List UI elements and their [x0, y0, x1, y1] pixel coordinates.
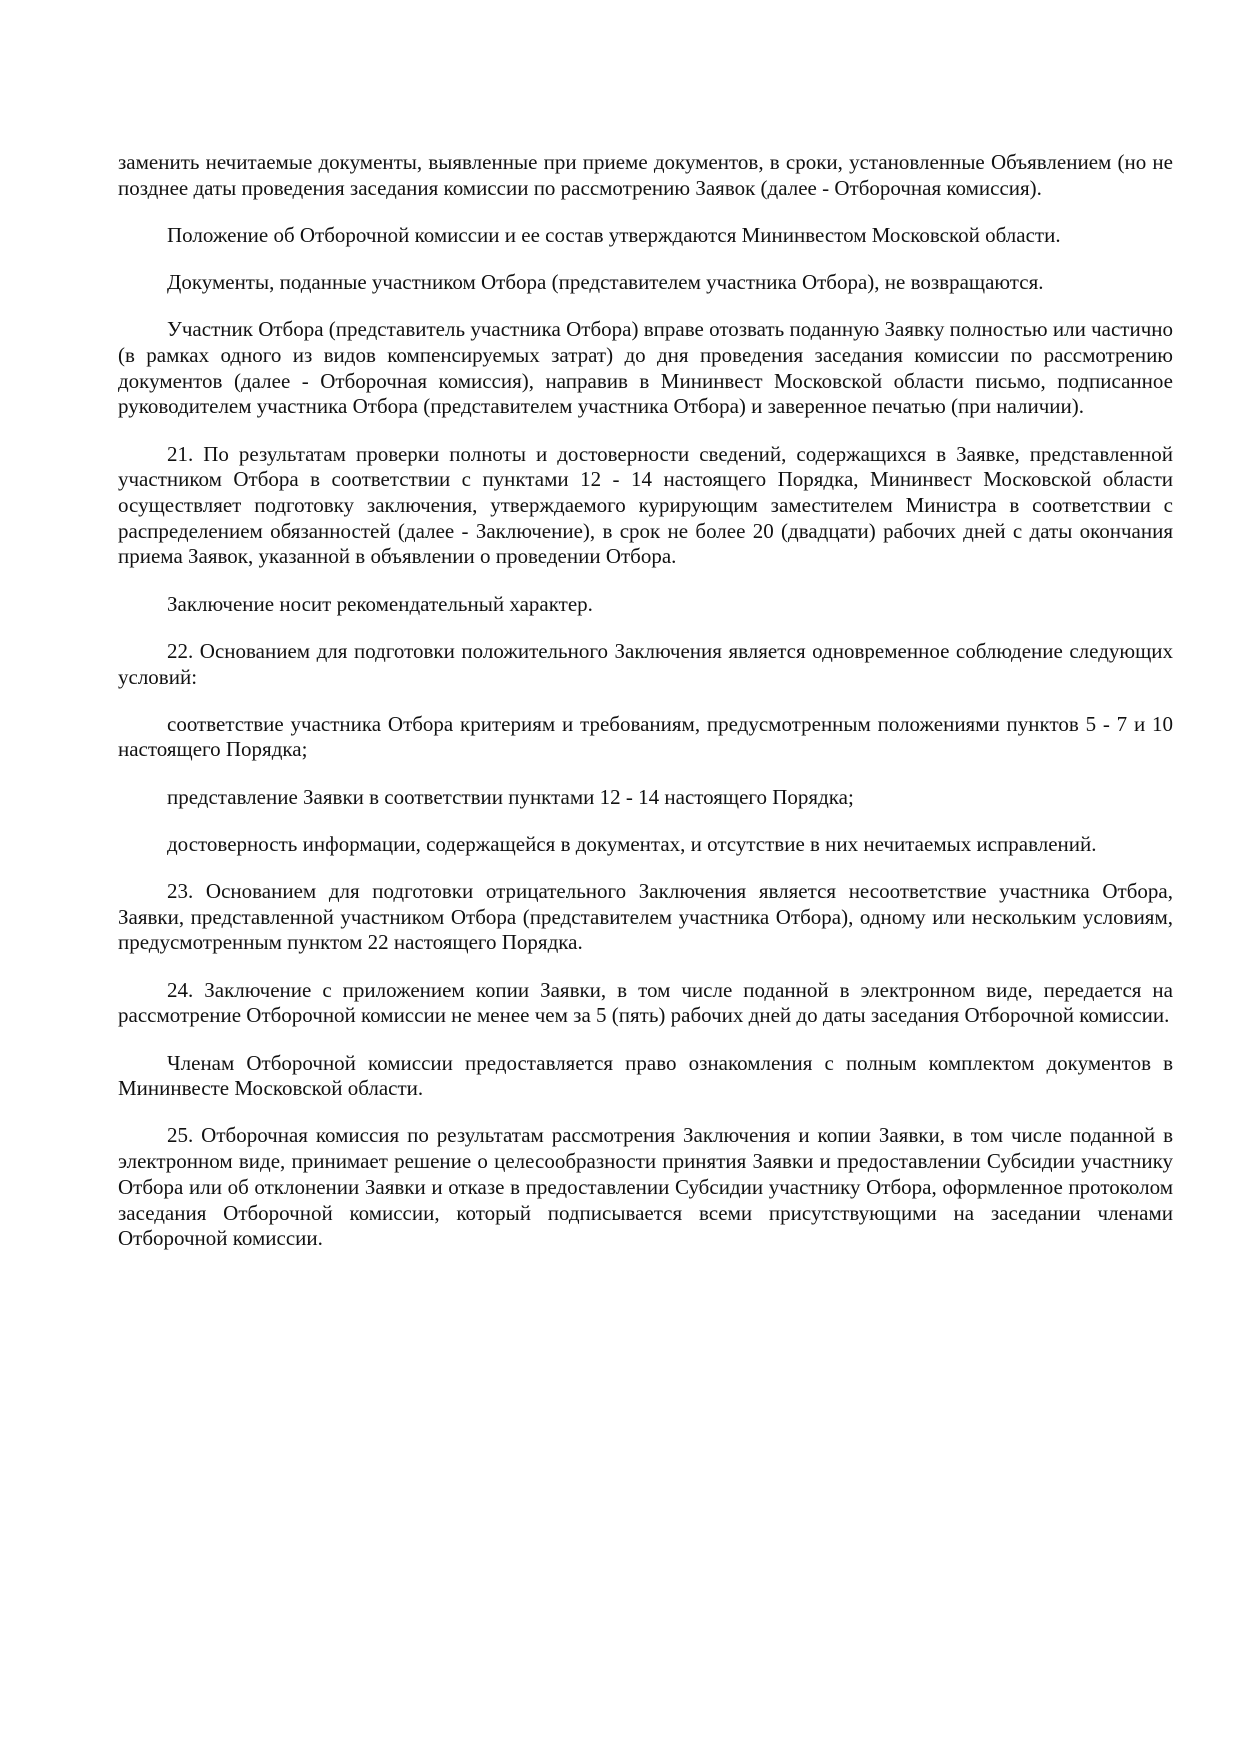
- paragraph: заменить нечитаемые документы, выявленные при приеме документов, в сроки, установленные Объявлением (но не позднее даты проведения заседания комиссии по рассмотрению Заявок (далее - Отборочная комиссия).: [118, 150, 1173, 200]
- paragraph: представление Заявки в соответствии пунктами 12 - 14 настоящего Порядка;: [167, 784, 854, 809]
- paragraph: Участник Отбора (представитель участника Отбора) вправе отозвать поданную Заявку полностью или частично (в рамках одного из видов компенсируемых затрат) до дня проведения заседания комиссии по рассмотрению документов (далее - Отборочная комиссия), направив в Мининвест Московской области письмо, подписанное руководителем участника Отбора (представителем участника Отбора) и заверенное печатью (при наличии).: [118, 317, 1173, 419]
- paragraph: Заключение носит рекомендательный характер.: [167, 591, 593, 616]
- paragraph: 24. Заключение с приложением копии Заявки, в том числе поданной в электронном виде, передается на рассмотрение Отборочной комиссии не менее чем за 5 (пять) рабочих дней до даты заседания Отборочной комиссии.: [118, 977, 1173, 1028]
- paragraph: Членам Отборочной комиссии предоставляется право ознакомления с полным комплектом документов в Мининвесте Московской области.: [118, 1050, 1173, 1101]
- paragraph: 23. Основанием для подготовки отрицательного Заключения является несоответствие участника Отбора, Заявки, представленной участником Отбора (представителем участника Отбора), одному или нескольким условиям, предусмотренным пунктом 22 настоящего Порядка.: [118, 879, 1173, 955]
- document-page: [118, 150, 1173, 1274]
- paragraph: соответствие участника Отбора критериям и требованиям, предусмотренным положениями пунктов 5 - 7 и 10 настоящего Порядка;: [118, 711, 1173, 762]
- paragraph: Положение об Отборочной комиссии и ее состав утверждаются Мининвестом Московской области.: [167, 222, 1061, 247]
- paragraph: Документы, поданные участником Отбора (представителем участника Отбора), не возвращаются.: [167, 270, 1044, 295]
- paragraph: достоверность информации, содержащейся в документах, и отсутствие в них нечитаемых исправлений.: [167, 831, 1097, 856]
- paragraph: 22. Основанием для подготовки положительного Заключения является одновременное соблюдение следующих условий:: [118, 638, 1173, 689]
- paragraph: 25. Отборочная комиссия по результатам рассмотрения Заключения и копии Заявки, в том числе поданной в электронном виде, принимает решение о целесообразности принятия Заявки и предоставлении Субсидии участнику Отбора или об отклонении Заявки и отказе в предоставлении Субсидии участнику Отбора, оформленное протоколом заседания Отборочной комиссии, который подписывается всеми присутствующими на заседании членами Отборочной комиссии.: [118, 1123, 1173, 1251]
- paragraph: 21. По результатам проверки полноты и достоверности сведений, содержащихся в Заявке, представленной участником Отбора в соответствии с пунктами 12 - 14 настоящего Порядка, Мининвест Московской области осуществляет подготовку заключения, утверждаемого курирующим заместителем Министра в соответствии с распределением обязанностей (далее - Заключение), в срок не более 20 (двадцати) рабочих дней с даты окончания приема Заявок, указанной в объявлении о проведении Отбора.: [118, 441, 1173, 569]
